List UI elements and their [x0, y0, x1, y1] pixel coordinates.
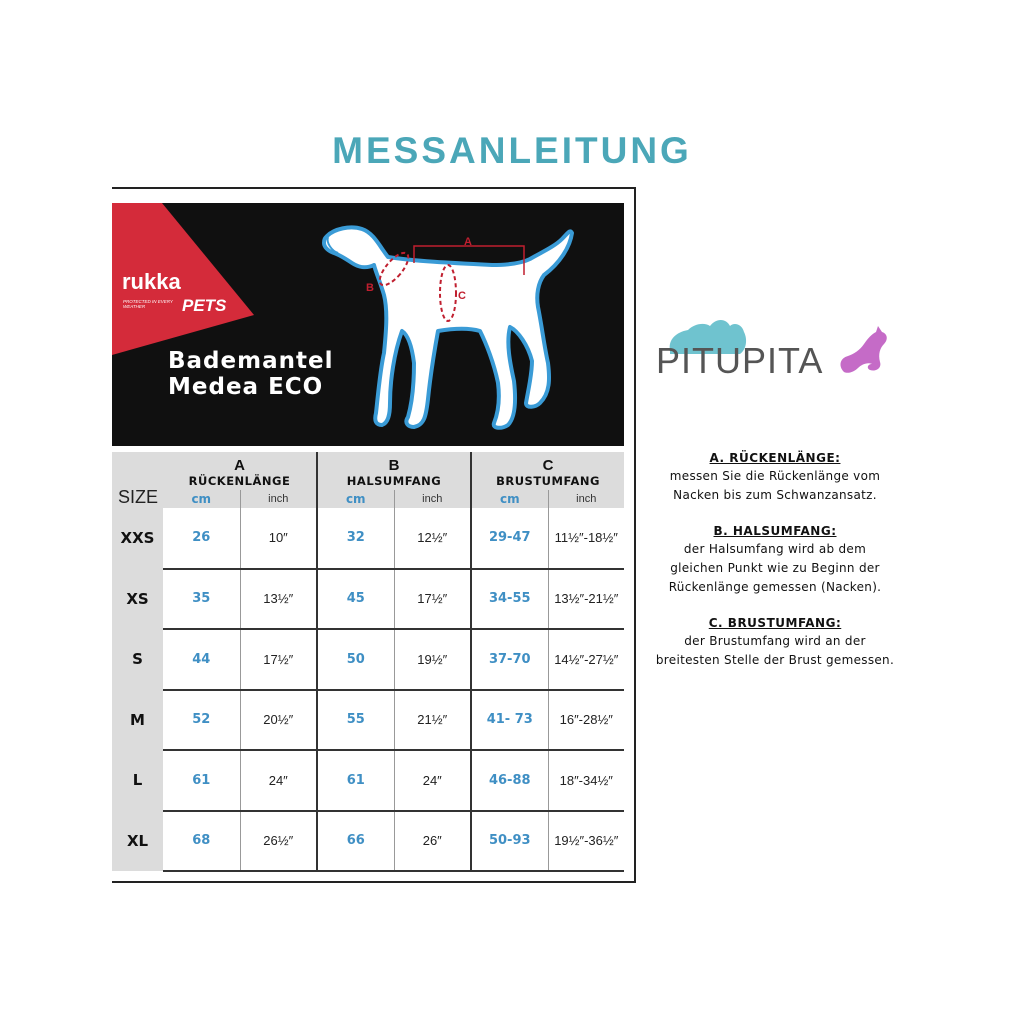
table-unit-header: [112, 490, 624, 508]
a-cm-cell: 68: [163, 811, 240, 872]
group-header-c: [471, 452, 624, 490]
b-inch-cell: 19½″: [394, 629, 471, 690]
size-label: S: [112, 629, 163, 690]
table-group-header: [112, 452, 624, 490]
table-row: [112, 690, 624, 751]
unit-inch: inch: [548, 490, 624, 508]
b-cm-cell: 61: [317, 750, 394, 811]
size-label: XS: [112, 569, 163, 630]
pitupita-logo: [654, 310, 894, 382]
group-letter: B: [388, 457, 400, 474]
brand-tagline: PROTECTED IN EVERY WEATHER: [123, 299, 173, 309]
c-cm-cell: 37-70: [471, 629, 548, 690]
group-header-a: [163, 452, 317, 490]
group-letter: C: [542, 457, 554, 474]
a-cm-cell: 35: [163, 569, 240, 630]
group-letter: A: [234, 457, 245, 474]
product-banner: [112, 203, 624, 446]
table-row: [112, 629, 624, 690]
c-cm-cell: 29-47: [471, 508, 548, 569]
b-inch-cell: 12½″: [394, 508, 471, 569]
unit-inch: inch: [394, 490, 471, 508]
instruction-b: [640, 523, 910, 597]
table-row: [112, 811, 624, 872]
a-inch-cell: 13½″: [240, 569, 317, 630]
a-inch-cell: 10″: [240, 508, 317, 569]
group-header-b: [317, 452, 471, 490]
table-row: [112, 750, 624, 811]
a-inch-cell: 20½″: [240, 690, 317, 751]
a-cm-cell: 61: [163, 750, 240, 811]
table-row: [112, 569, 624, 630]
c-inch-cell: 13½″-21½″: [548, 569, 624, 630]
b-cm-cell: 45: [317, 569, 394, 630]
instruction-c: [640, 615, 910, 670]
cat-icon: [841, 326, 887, 373]
size-label: XL: [112, 811, 163, 872]
product-title-line2: Medea ECO: [168, 374, 324, 400]
c-inch-cell: 18″-34½″: [548, 750, 624, 811]
unit-cm: cm: [163, 490, 240, 508]
group-name: RÜCKENLÄNGE: [188, 474, 291, 488]
a-inch-cell: 26½″: [240, 811, 317, 872]
a-cm-cell: 26: [163, 508, 240, 569]
b-inch-cell: 24″: [394, 750, 471, 811]
a-inch-cell: 17½″: [240, 629, 317, 690]
c-cm-cell: 34-55: [471, 569, 548, 630]
b-cm-cell: 55: [317, 690, 394, 751]
c-cm-cell: 50-93: [471, 811, 548, 872]
instruction-line: breitesten Stelle der Brust gemessen.: [655, 653, 895, 667]
c-inch-cell: 16″-28½″: [548, 690, 624, 751]
unit-cm: cm: [317, 490, 394, 508]
unit-inch: inch: [240, 490, 317, 508]
product-title: [168, 348, 333, 400]
size-label: XXS: [112, 508, 163, 569]
table-row: [112, 508, 624, 569]
brand-logo-sub: PETS: [182, 296, 227, 315]
a-cm-cell: 44: [163, 629, 240, 690]
b-inch-cell: 21½″: [394, 690, 471, 751]
banner-graphics: [112, 203, 624, 446]
label-b: B: [366, 282, 374, 294]
c-cm-cell: 46-88: [471, 750, 548, 811]
b-inch-cell: 26″: [394, 811, 471, 872]
c-inch-cell: 11½″-18½″: [548, 508, 624, 569]
instruction-line: Rückenlänge gemessen (Nacken).: [668, 580, 882, 594]
c-cm-cell: 41- 73: [471, 690, 548, 751]
unit-cm: cm: [471, 490, 548, 508]
instruction-title: C. BRUSTUMFANG:: [708, 616, 842, 630]
instruction-line: der Brustumfang wird an der: [684, 634, 866, 648]
instruction-title: B. HALSUMFANG:: [713, 524, 837, 538]
instruction-title: A. RÜCKENLÄNGE:: [709, 451, 841, 465]
instruction-line: der Halsumfang wird ab dem: [683, 542, 867, 556]
size-table: [112, 452, 624, 872]
group-name: BRUSTUMFANG: [496, 474, 600, 488]
size-label: M: [112, 690, 163, 751]
size-label: L: [112, 750, 163, 811]
instruction-a: [640, 450, 910, 505]
group-name: HALSUMFANG: [346, 474, 442, 488]
b-cm-cell: 66: [317, 811, 394, 872]
size-column-header: SIZE: [112, 452, 163, 508]
product-title-line1: Bademantel: [168, 348, 334, 374]
page-title: MESSANLEITUNG: [332, 130, 692, 171]
a-inch-cell: 24″: [240, 750, 317, 811]
instruction-line: messen Sie die Rückenlänge vom: [669, 469, 881, 483]
c-inch-cell: 19½″-36½″: [548, 811, 624, 872]
c-inch-cell: 14½″-27½″: [548, 629, 624, 690]
b-cm-cell: 32: [317, 508, 394, 569]
instruction-line: gleichen Punkt wie zu Beginn der: [670, 561, 880, 575]
dog-diagram: [324, 227, 572, 427]
brand-logo-name: rukka: [122, 269, 181, 294]
b-inch-cell: 17½″: [394, 569, 471, 630]
measurement-instructions: [640, 450, 910, 688]
dog-silhouette: [324, 227, 572, 427]
instruction-line: Nacken bis zum Schwanzansatz.: [673, 488, 877, 502]
a-cm-cell: 52: [163, 690, 240, 751]
label-a: A: [464, 236, 472, 248]
logo-text: PITUPITA: [656, 340, 824, 381]
b-cm-cell: 50: [317, 629, 394, 690]
label-c: C: [458, 290, 466, 302]
